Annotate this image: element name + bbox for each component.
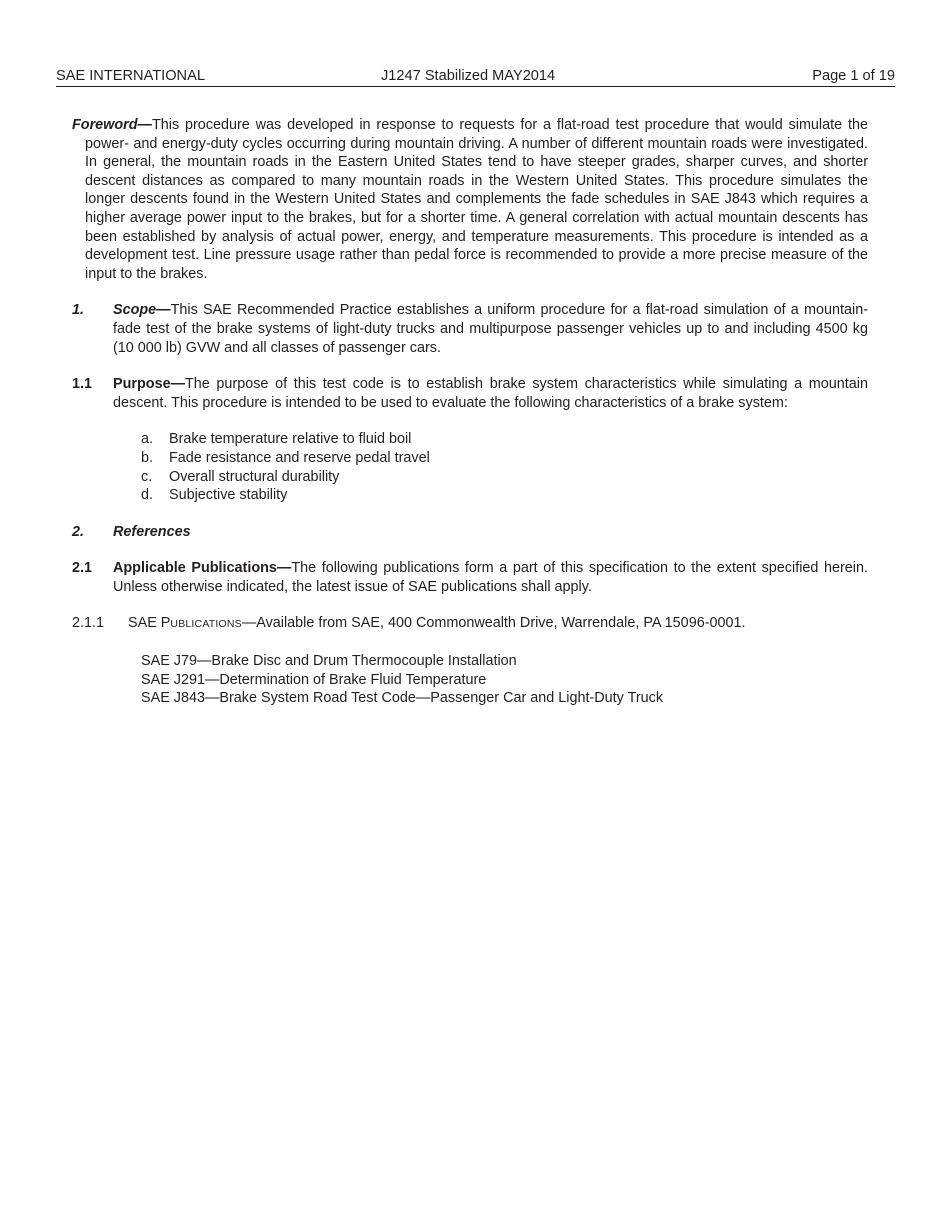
list-item: b. Fade resistance and reserve pedal travel [141, 449, 430, 466]
section-sae-publications-number: 2.1.1 [72, 615, 105, 632]
purpose-characteristics-list [141, 430, 868, 504]
section-purpose-number: 1.1 [72, 376, 93, 393]
list-item: SAE J291—Determination of Brake Fluid Temperature [141, 671, 487, 688]
section-sae-publications [72, 614, 868, 634]
section-references-number: 2. [72, 523, 85, 540]
section-applicable-title: Applicable Publications— [113, 560, 292, 577]
foreword-paragraph [72, 116, 868, 283]
section-applicable-text: The following publications form a part of this specification to the extent specified herein. Unless otherwise indicated, the latest issue of SAE publications shall apply. [113, 560, 868, 595]
foreword-title: Foreword— [72, 117, 152, 133]
document-body [72, 116, 868, 708]
section-scope-text: This SAE Recommended Practice establishes a uniform procedure for a flat-road simulation of a mountain-fade test of the brake systems of light-duty trucks and multipurpose passenger vehicles up to and including 4500 kg (10 000 lb) GVW and all classes of passenger cars. [113, 302, 868, 356]
section-purpose [72, 375, 868, 412]
section-applicable-number: 2.1 [72, 560, 93, 577]
section-sae-publications-title: SAE PUBLICATIONS [128, 615, 242, 632]
list-item: SAE J843—Brake System Road Test Code—Passenger Car and Light-Duty Truck [141, 690, 664, 707]
list-item: a. Brake temperature relative to fluid boil [141, 431, 412, 448]
list-item: SAE J79—Brake Disc and Drum Thermocouple Installation [141, 653, 517, 670]
section-purpose-title: Purpose— [113, 376, 185, 393]
section-scope-title: Scope— [113, 302, 171, 319]
list-item: d. Subjective stability [141, 487, 288, 504]
section-sae-publications-text: —Available from SAE, 400 Commonwealth Drive, Warrendale, PA 15096-0001. [241, 615, 746, 632]
header-organization: SAE INTERNATIONAL [56, 68, 205, 84]
page-header [56, 66, 895, 87]
list-item: c. Overall structural durability [141, 468, 340, 485]
section-references-title: References [113, 523, 191, 540]
section-purpose-text: The purpose of this test code is to establish brake system characteristics while simulating a mountain descent. This procedure is intended to be used to evaluate the following characteristics of a brake system: [113, 376, 868, 411]
section-scope-number: 1. [72, 302, 85, 319]
header-page-number: Page 1 of 19 [812, 68, 895, 84]
section-scope [72, 301, 868, 357]
sae-publications-list [141, 652, 868, 708]
header-document-id: J1247 Stabilized MAY2014 [381, 68, 556, 84]
section-references [72, 523, 868, 542]
foreword-text: This procedure was developed in response to requests for a flat-road test procedure that would simulate the power- and energy-duty cycles occurring during mountain driving. A number of different mountain roads were investigated. In general, the mountain roads in the Eastern United States tend to have steeper grades, sharper curves, and shorter descent distances as compared to many mountain roads in the Western United States. This procedure simulates the longer descents found in the Western United States and complements the fade schedules in SAE J843 which requires a higher average power input to the brakes, but for a shorter time. A general correlation with actual mountain descents has been established by analysis of actual power, energy, and temperature measurements. This procedure is intended as a development test. Line pressure usage rather than pedal force is recommended to provide a more precise measure of the input to the brakes. [85, 117, 868, 282]
section-applicable-publications [72, 559, 868, 596]
